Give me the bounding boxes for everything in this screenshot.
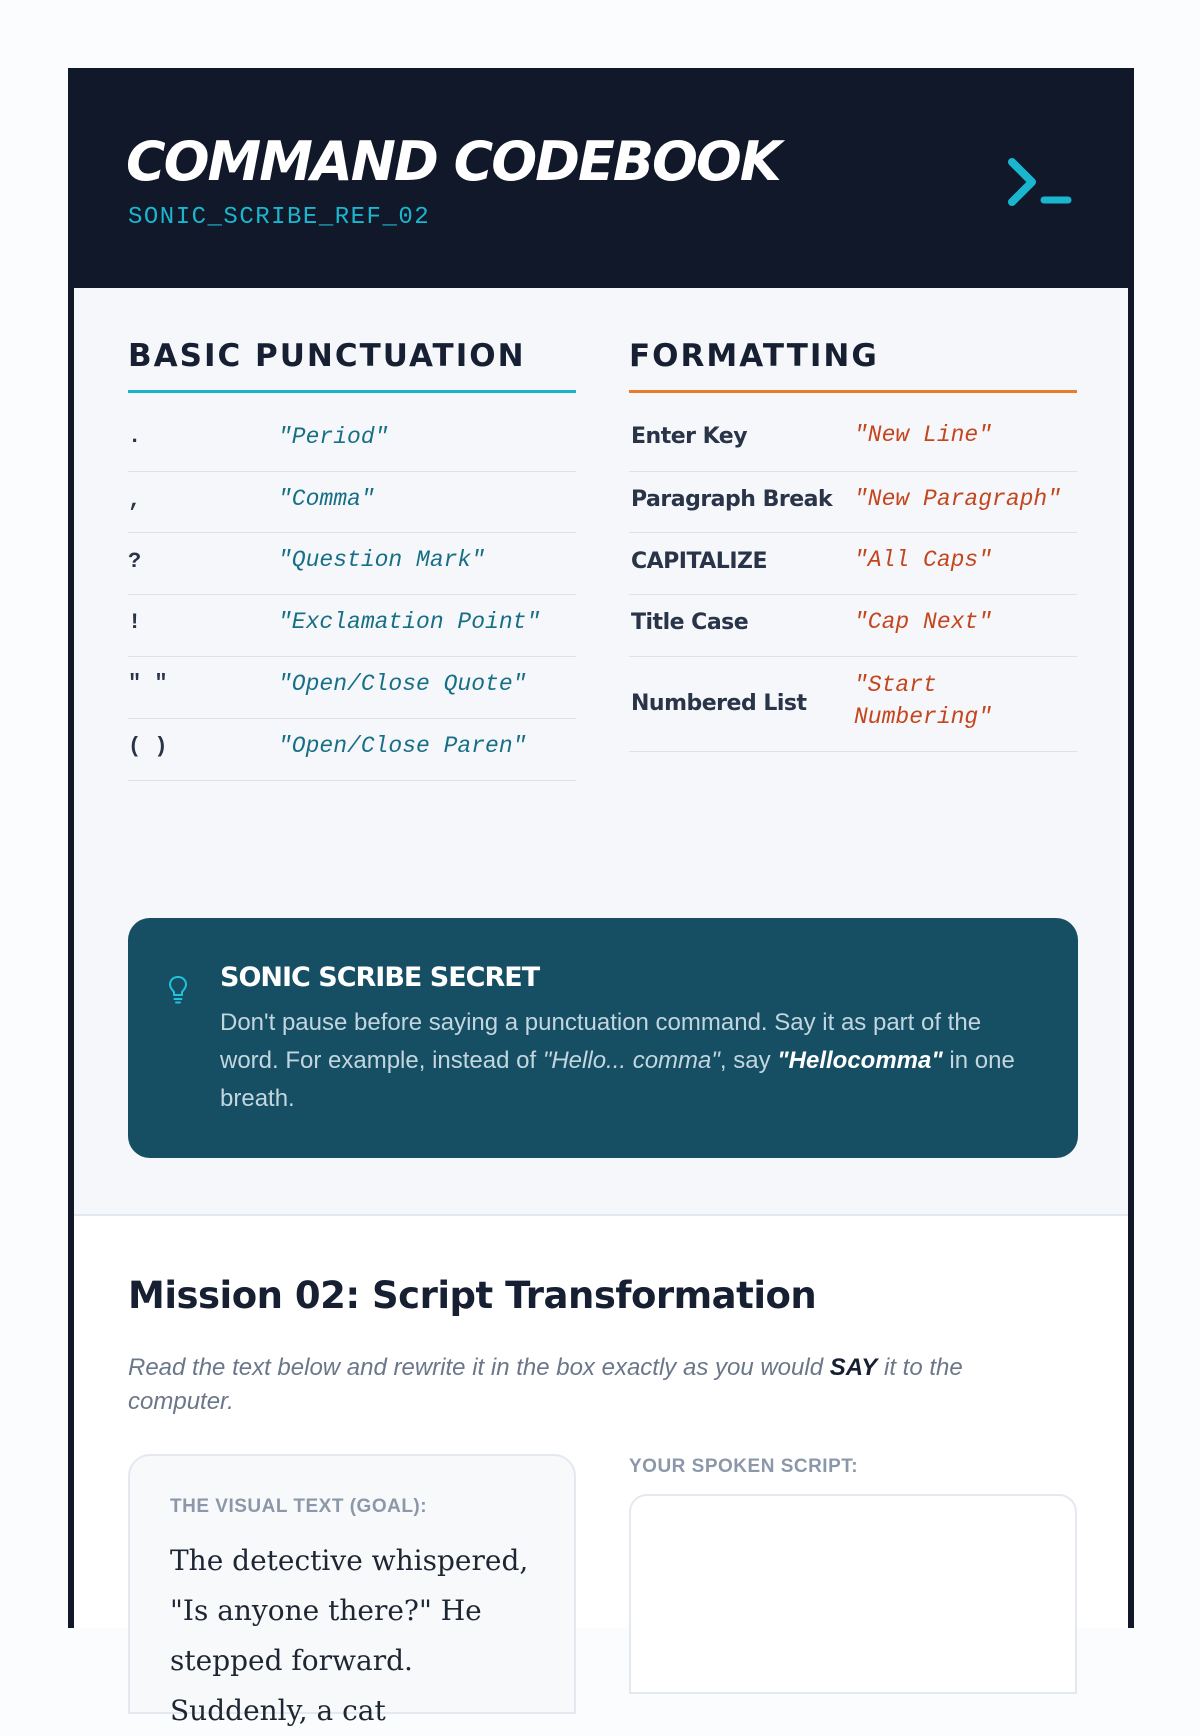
voice-command: "Question Mark": [278, 547, 486, 573]
terminal-icon: [1004, 152, 1074, 212]
tip-title: SONIC SCRIBE SECRET: [220, 962, 540, 993]
table-row: [629, 657, 1077, 752]
voice-command: "Period": [278, 424, 389, 450]
table-row: [629, 595, 1077, 657]
voice-command: "All Caps": [854, 547, 993, 573]
instruction-emphasis: SAY: [829, 1354, 878, 1381]
voice-command: "Open/Close Paren": [278, 733, 527, 759]
voice-command: "Open/Close Quote": [278, 671, 527, 697]
table-row: [128, 657, 576, 719]
tip-text-part: in one breath.: [220, 1047, 1015, 1112]
voice-command: "Exclamation Point": [278, 609, 541, 635]
table-row: [128, 595, 576, 657]
section-underline: [128, 390, 576, 393]
voice-command: "Cap Next": [854, 609, 993, 635]
tip-example-bad: "Hello... comma": [542, 1047, 720, 1074]
table-row: [629, 472, 1077, 533]
section-heading: BASIC PUNCTUATION: [128, 338, 526, 374]
spoken-script-label: YOUR SPOKEN SCRIPT:: [629, 1456, 859, 1477]
codebook-header: [68, 68, 1134, 288]
page-title: COMMAND CODEBOOK: [126, 130, 780, 193]
formatting-key: Title Case: [631, 610, 749, 635]
table-row: [128, 719, 576, 781]
table-row: [128, 472, 576, 533]
formatting-key: CAPITALIZE: [631, 549, 767, 574]
formatting-key: Numbered List: [631, 691, 807, 716]
punctuation-symbol: ?: [128, 549, 142, 574]
instruction-text: Read the text below and rewrite it in the box exactly as you would: [128, 1354, 824, 1381]
table-row: [629, 408, 1077, 472]
formatting-key: Paragraph Break: [631, 487, 833, 512]
punctuation-symbol: ( ): [128, 734, 168, 759]
tip-text-part: Don't pause before saying a punctuation command. Say it as part of the word. For example, instead of: [220, 1009, 982, 1074]
visual-text-label: THE VISUAL TEXT (GOAL):: [170, 1496, 428, 1517]
mission-instructions: [128, 1351, 1028, 1419]
voice-command: "Comma": [278, 486, 375, 512]
spoken-script-input[interactable]: [629, 1494, 1077, 1694]
lightbulb-icon: [166, 974, 190, 1006]
punctuation-symbol: " ": [128, 671, 168, 696]
punctuation-symbol: ,: [128, 488, 142, 513]
section-underline: [629, 390, 1077, 393]
visual-text-content: The detective whispered, "Is anyone there?" He stepped forward. Suddenly, a cat: [170, 1544, 529, 1727]
tip-text-part: , say: [719, 1047, 771, 1074]
visual-text-box: [128, 1454, 576, 1727]
codebook-card: [68, 68, 1134, 1727]
instruction-text: it to the computer.: [128, 1354, 963, 1415]
codebook-body: [74, 288, 1128, 1727]
tip-text: [220, 1004, 1030, 1118]
voice-command: "New Paragraph": [854, 486, 1062, 512]
mission-title: Mission 02: Script Transformation: [128, 1274, 817, 1317]
table-row: [128, 408, 576, 472]
tip-callout: [128, 918, 1078, 1158]
punctuation-symbol: !: [128, 610, 142, 635]
punctuation-symbol: .: [128, 424, 142, 449]
table-row: [128, 533, 576, 595]
table-row: [629, 533, 1077, 595]
formatting-key: Enter Key: [631, 424, 748, 449]
tip-example-good: "Hellocomma": [777, 1047, 943, 1074]
section-heading: FORMATTING: [629, 338, 879, 374]
voice-command: "Start Numbering": [854, 672, 993, 730]
voice-command: "New Line": [854, 422, 993, 448]
mission-section: [74, 1216, 1128, 1727]
page-subtitle: SONIC_SCRIBE_REF_02: [128, 204, 431, 231]
